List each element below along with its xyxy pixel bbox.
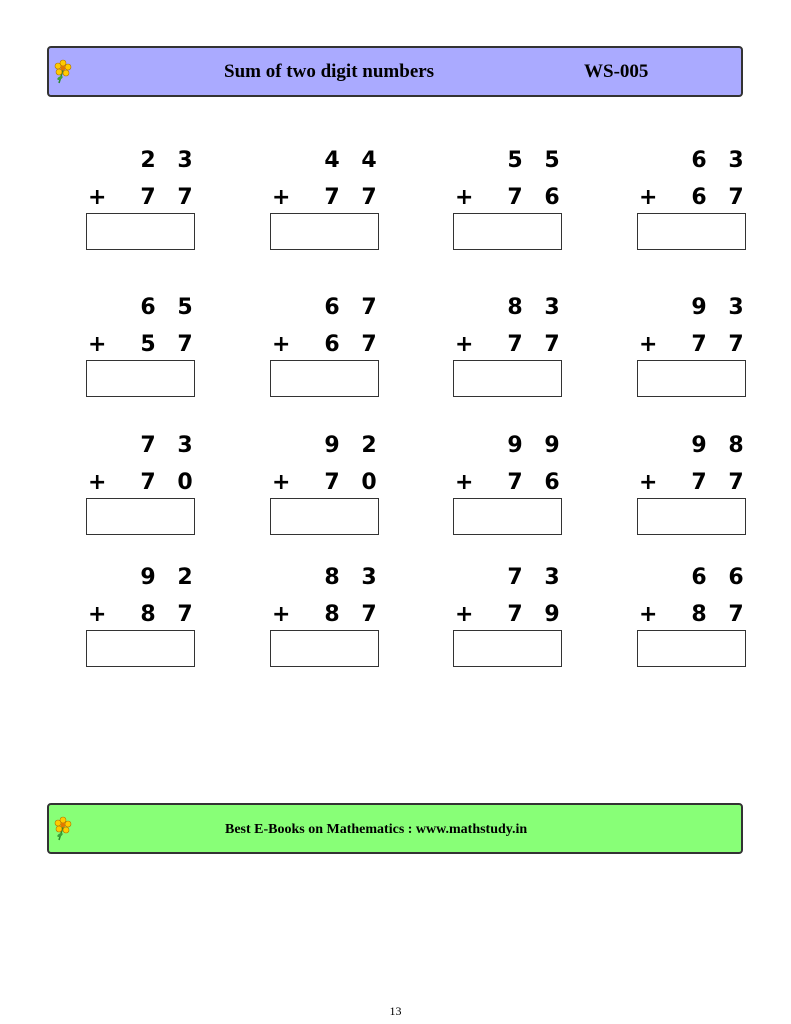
first-addend bbox=[489, 565, 563, 590]
answer-box[interactable] bbox=[453, 213, 562, 250]
answer-box[interactable] bbox=[453, 360, 562, 397]
digit: 7 bbox=[324, 185, 340, 210]
digit: 7 bbox=[507, 565, 523, 590]
addition-problem bbox=[451, 433, 571, 548]
digit: 9 bbox=[691, 433, 707, 458]
plus-sign: + bbox=[272, 185, 291, 210]
second-addend bbox=[673, 332, 747, 357]
second-addend bbox=[122, 332, 196, 357]
addition-problem bbox=[84, 433, 204, 548]
first-addend bbox=[673, 433, 747, 458]
digit: 3 bbox=[177, 433, 193, 458]
plus-sign: + bbox=[639, 185, 658, 210]
digit: 7 bbox=[361, 185, 377, 210]
digit: 7 bbox=[324, 470, 340, 495]
addition-problem bbox=[268, 295, 388, 410]
answer-box[interactable] bbox=[86, 360, 195, 397]
answer-box[interactable] bbox=[86, 498, 195, 535]
digit: 7 bbox=[177, 602, 193, 627]
first-addend bbox=[489, 433, 563, 458]
digit: 0 bbox=[361, 470, 377, 495]
digit: 5 bbox=[177, 295, 193, 320]
second-addend bbox=[306, 185, 380, 210]
digit: 3 bbox=[177, 148, 193, 173]
plus-sign: + bbox=[88, 185, 107, 210]
plus-sign: + bbox=[88, 332, 107, 357]
plus-sign: + bbox=[272, 602, 291, 627]
plus-sign: + bbox=[455, 185, 474, 210]
digit: 8 bbox=[728, 433, 744, 458]
first-addend bbox=[673, 565, 747, 590]
answer-box[interactable] bbox=[86, 213, 195, 250]
first-addend bbox=[306, 565, 380, 590]
digit: 9 bbox=[691, 295, 707, 320]
digit: 6 bbox=[691, 148, 707, 173]
second-addend bbox=[306, 332, 380, 357]
digit: 9 bbox=[507, 433, 523, 458]
digit: 7 bbox=[140, 433, 156, 458]
digit: 4 bbox=[361, 148, 377, 173]
second-addend bbox=[489, 470, 563, 495]
digit: 7 bbox=[140, 470, 156, 495]
answer-box[interactable] bbox=[637, 360, 746, 397]
digit: 7 bbox=[544, 332, 560, 357]
addition-problem bbox=[635, 148, 755, 263]
second-addend bbox=[122, 185, 196, 210]
digit: 7 bbox=[507, 602, 523, 627]
footer-text: Best E-Books on Mathematics : www.mathstudy.in bbox=[225, 822, 528, 837]
answer-box[interactable] bbox=[270, 213, 379, 250]
digit: 7 bbox=[177, 185, 193, 210]
digit: 9 bbox=[140, 565, 156, 590]
digit: 5 bbox=[140, 332, 156, 357]
flower-icon bbox=[53, 815, 75, 841]
digit: 0 bbox=[177, 470, 193, 495]
digit: 7 bbox=[361, 602, 377, 627]
addition-problem bbox=[268, 433, 388, 548]
addition-problem bbox=[268, 148, 388, 263]
digit: 6 bbox=[691, 185, 707, 210]
answer-box[interactable] bbox=[86, 630, 195, 667]
digit: 3 bbox=[544, 565, 560, 590]
plus-sign: + bbox=[272, 332, 291, 357]
answer-box[interactable] bbox=[453, 630, 562, 667]
first-addend bbox=[489, 148, 563, 173]
digit: 8 bbox=[140, 602, 156, 627]
plus-sign: + bbox=[88, 470, 107, 495]
footer-banner bbox=[47, 803, 743, 854]
digit: 7 bbox=[140, 185, 156, 210]
page-number: 13 bbox=[389, 1004, 402, 1018]
digit: 7 bbox=[728, 185, 744, 210]
addition-problem bbox=[635, 565, 755, 680]
digit: 9 bbox=[324, 433, 340, 458]
answer-box[interactable] bbox=[270, 630, 379, 667]
addition-problem bbox=[451, 295, 571, 410]
first-addend bbox=[122, 565, 196, 590]
digit: 7 bbox=[361, 332, 377, 357]
digit: 4 bbox=[324, 148, 340, 173]
digit: 9 bbox=[544, 602, 560, 627]
digit: 7 bbox=[691, 332, 707, 357]
answer-box[interactable] bbox=[637, 630, 746, 667]
digit: 8 bbox=[324, 602, 340, 627]
addition-problem bbox=[451, 565, 571, 680]
answer-box[interactable] bbox=[637, 213, 746, 250]
digit: 7 bbox=[507, 332, 523, 357]
second-addend bbox=[673, 185, 747, 210]
header-banner bbox=[47, 46, 743, 97]
addition-problem bbox=[84, 295, 204, 410]
digit: 3 bbox=[728, 295, 744, 320]
digit: 7 bbox=[507, 185, 523, 210]
answer-box[interactable] bbox=[637, 498, 746, 535]
digit: 3 bbox=[728, 148, 744, 173]
digit: 7 bbox=[728, 470, 744, 495]
second-addend bbox=[122, 470, 196, 495]
digit: 7 bbox=[728, 332, 744, 357]
first-addend bbox=[673, 148, 747, 173]
answer-box[interactable] bbox=[270, 360, 379, 397]
second-addend bbox=[306, 470, 380, 495]
addition-problem bbox=[84, 148, 204, 263]
addition-problem bbox=[451, 148, 571, 263]
first-addend bbox=[489, 295, 563, 320]
digit: 6 bbox=[544, 185, 560, 210]
first-addend bbox=[122, 295, 196, 320]
digit: 6 bbox=[691, 565, 707, 590]
plus-sign: + bbox=[639, 602, 658, 627]
digit: 2 bbox=[140, 148, 156, 173]
digit: 9 bbox=[544, 433, 560, 458]
addition-problem bbox=[268, 565, 388, 680]
second-addend bbox=[122, 602, 196, 627]
second-addend bbox=[489, 332, 563, 357]
digit: 6 bbox=[544, 470, 560, 495]
plus-sign: + bbox=[455, 470, 474, 495]
digit: 2 bbox=[361, 433, 377, 458]
digit: 7 bbox=[177, 332, 193, 357]
first-addend bbox=[122, 148, 196, 173]
answer-box[interactable] bbox=[453, 498, 562, 535]
digit: 6 bbox=[324, 295, 340, 320]
digit: 6 bbox=[728, 565, 744, 590]
first-addend bbox=[122, 433, 196, 458]
second-addend bbox=[306, 602, 380, 627]
plus-sign: + bbox=[639, 332, 658, 357]
addition-problem bbox=[635, 295, 755, 410]
digit: 3 bbox=[544, 295, 560, 320]
second-addend bbox=[673, 470, 747, 495]
answer-box[interactable] bbox=[270, 498, 379, 535]
digit: 7 bbox=[507, 470, 523, 495]
flower-icon bbox=[53, 58, 75, 84]
first-addend bbox=[306, 295, 380, 320]
first-addend bbox=[306, 433, 380, 458]
digit: 5 bbox=[544, 148, 560, 173]
worksheet-code: WS-005 bbox=[584, 61, 649, 82]
digit: 8 bbox=[691, 602, 707, 627]
plus-sign: + bbox=[88, 602, 107, 627]
worksheet-title: Sum of two digit numbers bbox=[224, 61, 435, 82]
plus-sign: + bbox=[639, 470, 658, 495]
plus-sign: + bbox=[272, 470, 291, 495]
digit: 7 bbox=[691, 470, 707, 495]
second-addend bbox=[673, 602, 747, 627]
first-addend bbox=[673, 295, 747, 320]
digit: 6 bbox=[324, 332, 340, 357]
addition-problem bbox=[635, 433, 755, 548]
digit: 5 bbox=[507, 148, 523, 173]
second-addend bbox=[489, 185, 563, 210]
digit: 7 bbox=[361, 295, 377, 320]
plus-sign: + bbox=[455, 332, 474, 357]
digit: 8 bbox=[507, 295, 523, 320]
digit: 3 bbox=[361, 565, 377, 590]
digit: 6 bbox=[140, 295, 156, 320]
digit: 7 bbox=[728, 602, 744, 627]
plus-sign: + bbox=[455, 602, 474, 627]
second-addend bbox=[489, 602, 563, 627]
digit: 8 bbox=[324, 565, 340, 590]
digit: 2 bbox=[177, 565, 193, 590]
addition-problem bbox=[84, 565, 204, 680]
first-addend bbox=[306, 148, 380, 173]
